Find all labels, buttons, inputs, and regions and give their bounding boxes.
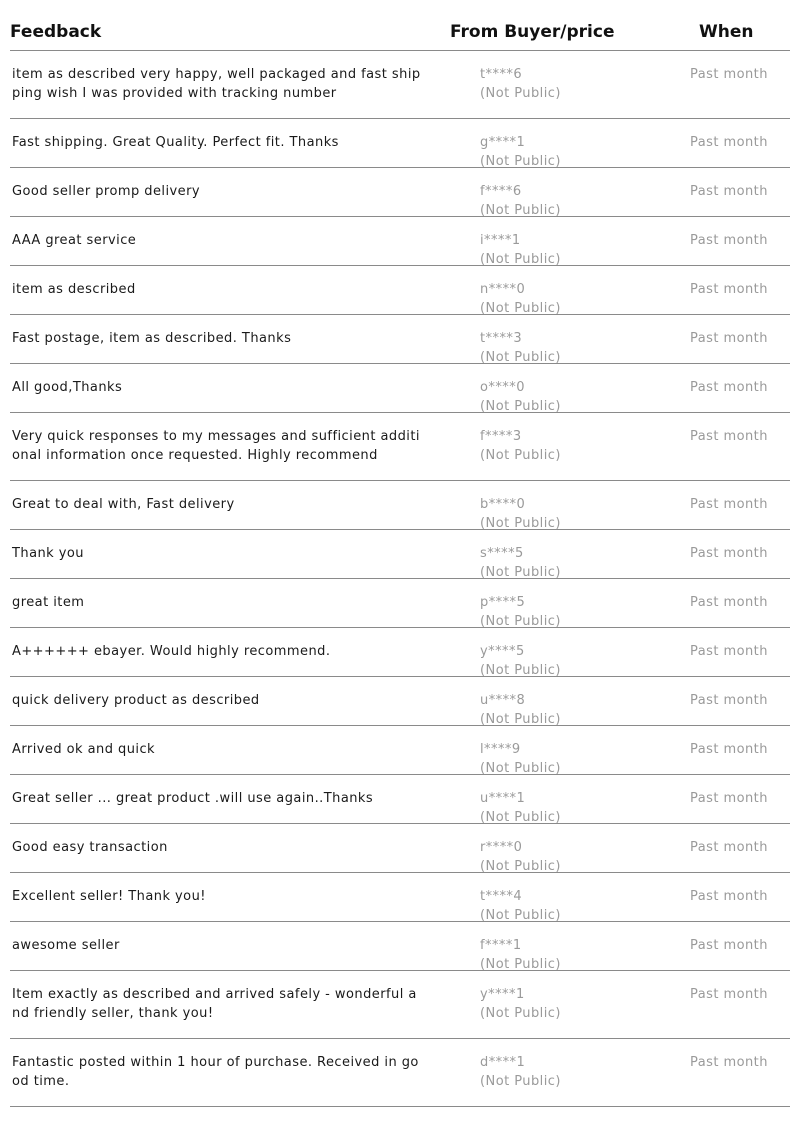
buyer-cell bbox=[480, 789, 561, 827]
table-row bbox=[10, 579, 790, 628]
feedback-when: Past month bbox=[690, 135, 768, 150]
table-row bbox=[10, 873, 790, 922]
feedback-when: Past month bbox=[690, 840, 768, 855]
buyer-cell bbox=[480, 593, 561, 631]
table-row bbox=[10, 775, 790, 824]
buyer-cell bbox=[480, 133, 561, 171]
buyer-cell bbox=[480, 182, 561, 220]
buyer-cell bbox=[480, 231, 561, 269]
feedback-when: Past month bbox=[690, 331, 768, 346]
feedback-when: Past month bbox=[690, 1055, 768, 1070]
table-row bbox=[10, 364, 790, 413]
buyer-id: f****3 bbox=[480, 429, 522, 444]
table-row bbox=[10, 51, 790, 119]
feedback-when: Past month bbox=[690, 693, 768, 708]
buyer-visibility: (Not Public) bbox=[480, 957, 561, 972]
buyer-cell bbox=[480, 985, 561, 1023]
buyer-id: u****1 bbox=[480, 791, 526, 806]
buyer-id: i****1 bbox=[480, 233, 521, 248]
table-row bbox=[10, 628, 790, 677]
table-header bbox=[10, 14, 790, 51]
feedback-when: Past month bbox=[690, 791, 768, 806]
buyer-visibility: (Not Public) bbox=[480, 908, 561, 923]
buyer-visibility: (Not Public) bbox=[480, 86, 561, 101]
feedback-when: Past month bbox=[690, 889, 768, 904]
table-row bbox=[10, 315, 790, 364]
feedback-comment: Good easy transaction bbox=[12, 840, 168, 855]
buyer-visibility: (Not Public) bbox=[480, 761, 561, 776]
buyer-id: t****6 bbox=[480, 67, 523, 82]
header-when[interactable]: When bbox=[699, 22, 754, 42]
table-row bbox=[10, 677, 790, 726]
table-row bbox=[10, 824, 790, 873]
buyer-id: l****9 bbox=[480, 742, 521, 757]
table-row bbox=[10, 922, 790, 971]
buyer-id: o****0 bbox=[480, 380, 525, 395]
feedback-comment: great item bbox=[12, 595, 85, 610]
buyer-visibility: (Not Public) bbox=[480, 154, 561, 169]
table-row bbox=[10, 481, 790, 530]
table-row bbox=[10, 217, 790, 266]
feedback-comment: Fast postage, item as described. Thanks bbox=[12, 331, 292, 346]
table-row bbox=[10, 413, 790, 481]
feedback-when: Past month bbox=[690, 184, 768, 199]
buyer-cell bbox=[480, 280, 561, 318]
buyer-visibility: (Not Public) bbox=[480, 614, 561, 629]
buyer-visibility: (Not Public) bbox=[480, 1006, 561, 1021]
header-feedback[interactable]: Feedback bbox=[10, 22, 102, 42]
buyer-cell bbox=[480, 427, 561, 465]
buyer-id: g****1 bbox=[480, 135, 526, 150]
feedback-when: Past month bbox=[690, 282, 768, 297]
buyer-cell bbox=[480, 887, 561, 925]
feedback-comment: item as described bbox=[12, 282, 136, 297]
feedback-comment: item as described very happy, well packaged and fast shipping wish I was provided with tracking number bbox=[12, 67, 421, 101]
feedback-when: Past month bbox=[690, 938, 768, 953]
table-row bbox=[10, 119, 790, 168]
buyer-id: p****5 bbox=[480, 595, 526, 610]
table-row bbox=[10, 530, 790, 579]
buyer-visibility: (Not Public) bbox=[480, 448, 561, 463]
buyer-visibility: (Not Public) bbox=[480, 301, 561, 316]
buyer-id: d****1 bbox=[480, 1055, 526, 1070]
feedback-comment: Arrived ok and quick bbox=[12, 742, 156, 757]
buyer-cell bbox=[480, 936, 561, 974]
feedback-when: Past month bbox=[690, 67, 768, 82]
buyer-visibility: (Not Public) bbox=[480, 350, 561, 365]
feedback-comment: Fast shipping. Great Quality. Perfect fit. Thanks bbox=[12, 135, 339, 150]
buyer-cell bbox=[480, 65, 561, 103]
buyer-cell bbox=[480, 740, 561, 778]
buyer-id: f****1 bbox=[480, 938, 522, 953]
feedback-comment: Great to deal with, Fast delivery bbox=[12, 497, 235, 512]
buyer-id: y****5 bbox=[480, 644, 525, 659]
feedback-when: Past month bbox=[690, 987, 768, 1002]
buyer-visibility: (Not Public) bbox=[480, 859, 561, 874]
feedback-comment: Thank you bbox=[12, 546, 84, 561]
buyer-cell bbox=[480, 378, 561, 416]
buyer-cell bbox=[480, 1053, 561, 1091]
feedback-comment: Very quick responses to my messages and sufficient additional information once requested. Highly recommend bbox=[12, 429, 420, 463]
feedback-comment: Excellent seller! Thank you! bbox=[12, 889, 206, 904]
feedback-table bbox=[10, 14, 790, 1107]
feedback-comment: AAA great service bbox=[12, 233, 137, 248]
buyer-visibility: (Not Public) bbox=[480, 516, 561, 531]
buyer-id: t****4 bbox=[480, 889, 523, 904]
buyer-visibility: (Not Public) bbox=[480, 1074, 561, 1089]
buyer-id: s****5 bbox=[480, 546, 524, 561]
buyer-id: u****8 bbox=[480, 693, 526, 708]
feedback-comment: quick delivery product as described bbox=[12, 693, 260, 708]
feedback-comment: Item exactly as described and arrived safely - wonderful and friendly seller, thank you! bbox=[12, 987, 417, 1021]
table-row bbox=[10, 266, 790, 315]
feedback-when: Past month bbox=[690, 497, 768, 512]
feedback-when: Past month bbox=[690, 742, 768, 757]
feedback-comment: A++++++ ebayer. Would highly recommend. bbox=[12, 644, 331, 659]
feedback-comment: Great seller ... great product .will use again..Thanks bbox=[12, 791, 374, 806]
buyer-id: y****1 bbox=[480, 987, 525, 1002]
buyer-cell bbox=[480, 642, 561, 680]
buyer-visibility: (Not Public) bbox=[480, 252, 561, 267]
buyer-id: f****6 bbox=[480, 184, 522, 199]
buyer-visibility: (Not Public) bbox=[480, 663, 561, 678]
buyer-cell bbox=[480, 838, 561, 876]
table-row bbox=[10, 1039, 790, 1107]
buyer-visibility: (Not Public) bbox=[480, 399, 561, 414]
buyer-cell bbox=[480, 544, 561, 582]
buyer-visibility: (Not Public) bbox=[480, 810, 561, 825]
buyer-visibility: (Not Public) bbox=[480, 203, 561, 218]
feedback-when: Past month bbox=[690, 233, 768, 248]
table-row bbox=[10, 168, 790, 217]
feedback-comment: Good seller promp delivery bbox=[12, 184, 201, 199]
buyer-id: b****0 bbox=[480, 497, 526, 512]
feedback-comment: All good,Thanks bbox=[12, 380, 123, 395]
buyer-visibility: (Not Public) bbox=[480, 712, 561, 727]
buyer-id: r****0 bbox=[480, 840, 523, 855]
buyer-visibility: (Not Public) bbox=[480, 565, 561, 580]
table-row bbox=[10, 726, 790, 775]
feedback-when: Past month bbox=[690, 595, 768, 610]
feedback-when: Past month bbox=[690, 546, 768, 561]
table-row bbox=[10, 971, 790, 1039]
feedback-when: Past month bbox=[690, 380, 768, 395]
feedback-comment: Fantastic posted within 1 hour of purchase. Received in good time. bbox=[12, 1055, 419, 1089]
buyer-cell bbox=[480, 691, 561, 729]
feedback-comment: awesome seller bbox=[12, 938, 120, 953]
feedback-when: Past month bbox=[690, 644, 768, 659]
header-buyer-price[interactable]: From Buyer/price bbox=[450, 22, 615, 42]
buyer-cell bbox=[480, 495, 561, 533]
buyer-id: n****0 bbox=[480, 282, 526, 297]
feedback-when: Past month bbox=[690, 429, 768, 444]
buyer-cell bbox=[480, 329, 561, 367]
buyer-id: t****3 bbox=[480, 331, 523, 346]
